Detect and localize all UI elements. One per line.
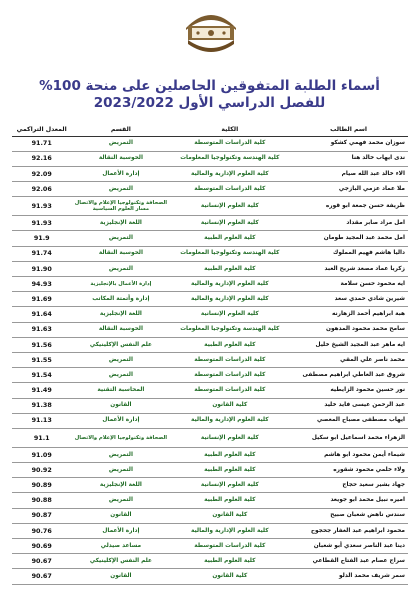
cell-name: الزهراء محمد اسماعيل ابو سكيل xyxy=(289,428,408,447)
table-row xyxy=(12,277,408,292)
table-row xyxy=(12,151,408,166)
cell-avg: 91.71 xyxy=(12,136,71,151)
table-row xyxy=(12,478,408,493)
cell-avg: 90.87 xyxy=(12,508,71,523)
cell-name: سندس ناهض شعبان صبيح xyxy=(289,508,408,523)
cell-college: كلية الهندسة وتكنولوجيا المعلومات xyxy=(170,151,289,166)
table-row xyxy=(12,166,408,181)
cell-dept: التمريض xyxy=(71,493,170,508)
cell-college: كلية الدراسات المتوسطة xyxy=(170,539,289,554)
cell-avg: 90.92 xyxy=(12,463,71,478)
cell-avg: 90.69 xyxy=(12,539,71,554)
table-row xyxy=(12,231,408,246)
cell-avg: 92.09 xyxy=(12,166,71,181)
table-row xyxy=(12,216,408,231)
cell-avg: 91.09 xyxy=(12,447,71,462)
cell-dept: إدارة الأعمال xyxy=(71,523,170,538)
cell-name: ايه ماهر عبد المجيد الشيخ خليل xyxy=(289,337,408,352)
cell-name: نور حسين محمود الزايطيه xyxy=(289,383,408,398)
cell-avg: 90.67 xyxy=(12,569,71,584)
cell-dept: القانون xyxy=(71,569,170,584)
cell-avg: 90.89 xyxy=(12,478,71,493)
university-logo-emblem xyxy=(180,4,242,62)
cell-name: ايهاب مصطفى مصباح المعصي xyxy=(289,413,408,428)
cell-avg: 90.76 xyxy=(12,523,71,538)
cell-avg: 91.54 xyxy=(12,368,71,383)
cell-avg: 90.67 xyxy=(12,554,71,569)
header-dept: القسم xyxy=(71,124,170,136)
table-row xyxy=(12,337,408,352)
cell-dept: التمريض xyxy=(71,463,170,478)
cell-college: كلية العلوم الإدارية والمالية xyxy=(170,523,289,538)
cell-dept: الصحافة وتكنولوجيا الإعلام والاتصال xyxy=(71,428,170,447)
cell-dept: اللغة الإنجليزية xyxy=(71,307,170,322)
table-row xyxy=(12,523,408,538)
table-row xyxy=(12,352,408,367)
cell-name: ولاء خلمي محمود شقوره xyxy=(289,463,408,478)
cell-name: امل محمد عبد المجيد طومان xyxy=(289,231,408,246)
cell-dept: التمريض xyxy=(71,261,170,276)
cell-avg: 94.93 xyxy=(12,277,71,292)
cell-name: محمود ابراهيم عبد الغفار جحجوح xyxy=(289,523,408,538)
table-row xyxy=(12,493,408,508)
cell-dept: الحوسبة النقالة xyxy=(71,322,170,337)
cell-college: كلية القانون xyxy=(170,569,289,584)
cell-dept: القانون xyxy=(71,508,170,523)
cell-dept: إدارة وأتمتة المكاتب xyxy=(71,292,170,307)
cell-name: عبد الرحمن عيسى فايد خليد xyxy=(289,398,408,413)
cell-name: شيرين شادي حمدي سعد xyxy=(289,292,408,307)
cell-name: الاء خالد عبد الله صيام xyxy=(289,166,408,181)
cell-dept: علم النفس الإكلينيكي xyxy=(71,554,170,569)
cell-name: ظريفة حسن جمعة ابو قوره xyxy=(289,197,408,216)
cell-college: كلية العلوم الإنسانية xyxy=(170,197,289,216)
cell-avg: 92.16 xyxy=(12,151,71,166)
cell-college: كلية العلوم الإدارية والمالية xyxy=(170,166,289,181)
cell-dept: التمريض xyxy=(71,447,170,462)
cell-college: كلية العلوم الطبية xyxy=(170,231,289,246)
table-row xyxy=(12,307,408,322)
cell-avg: 91.69 xyxy=(12,292,71,307)
cell-name: ملا عماد عزمي البازجي xyxy=(289,182,408,197)
table-header-row xyxy=(12,124,408,136)
cell-avg: 92.06 xyxy=(12,182,71,197)
table-row xyxy=(12,292,408,307)
cell-avg: 91.74 xyxy=(12,246,71,261)
cell-avg: 90.88 xyxy=(12,493,71,508)
title-line-1: أسماء الطلبة المتفوقين الحاصلين على منحة 100% xyxy=(39,78,380,94)
cell-college: كلية الدراسات المتوسطة xyxy=(170,182,289,197)
table-body xyxy=(12,136,408,584)
table-row xyxy=(12,322,408,337)
cell-college: كلية العلوم الإدارية والمالية xyxy=(170,413,289,428)
cell-dept: التمريض xyxy=(71,136,170,151)
cell-name: ندى ايهاب خالد هنا xyxy=(289,151,408,166)
table-row xyxy=(12,428,408,447)
cell-dept: إدارة الأعمال بالإنجليزية xyxy=(71,277,170,292)
cell-college: كلية العلوم الطبية xyxy=(170,261,289,276)
cell-dept: التمريض xyxy=(71,231,170,246)
table-row xyxy=(12,136,408,151)
cell-name: دينا عبد الناصر سعدي أبو شعبان xyxy=(289,539,408,554)
page-title xyxy=(20,78,399,112)
cell-name: سامح محمد محمود المدهون xyxy=(289,322,408,337)
table-row xyxy=(12,569,408,584)
cell-dept: إدارة الأعمال xyxy=(71,413,170,428)
students-table xyxy=(12,124,408,585)
table-row xyxy=(12,261,408,276)
cell-avg: 91.13 xyxy=(12,413,71,428)
cell-college: كلية العلوم الطبية xyxy=(170,554,289,569)
cell-avg: 91.64 xyxy=(12,307,71,322)
cell-college: كلية الهندسة وتكنولوجيا المعلومات xyxy=(170,246,289,261)
cell-dept: التمريض xyxy=(71,352,170,367)
cell-name: سوزان محمد فهمي كشكو xyxy=(289,136,408,151)
cell-name: امل مراد صابر مقداد xyxy=(289,216,408,231)
cell-dept: الصحافة وتكنولوجيا الإعلام والاتصال مسار العلوم السياسية xyxy=(71,197,170,216)
cell-dept: التمريض xyxy=(71,182,170,197)
cell-name: شيماء أيمن محمود ابو هاشم xyxy=(289,447,408,462)
table-row xyxy=(12,539,408,554)
cell-college: كلية الهندسة وتكنولوجيا المعلومات xyxy=(170,322,289,337)
cell-college: كلية الدراسات المتوسطة xyxy=(170,368,289,383)
cell-college: كلية الدراسات المتوسطة xyxy=(170,352,289,367)
cell-name: شروق عبد العاطي ابراهيم مصطفى xyxy=(289,368,408,383)
table-row xyxy=(12,554,408,569)
table-row xyxy=(12,197,408,216)
cell-name: سمر شريف محمد الدلو xyxy=(289,569,408,584)
cell-college: كلية العلوم الإنسانية xyxy=(170,307,289,322)
cell-college: كلية العلوم الإدارية والمالية xyxy=(170,292,289,307)
cell-college: كلية الدراسات المتوسطة xyxy=(170,383,289,398)
cell-dept: القانون xyxy=(71,398,170,413)
table-row xyxy=(12,463,408,478)
cell-avg: 91.93 xyxy=(12,216,71,231)
cell-name: محمد ناصر علي المقي xyxy=(289,352,408,367)
cell-avg: 91.90 xyxy=(12,261,71,276)
university-logo xyxy=(180,4,242,62)
header-college: الكلية xyxy=(170,124,289,136)
cell-college: كلية القانون xyxy=(170,398,289,413)
cell-dept: علم النفس الإكلينيكي xyxy=(71,337,170,352)
cell-college: كلية الدراسات المتوسطة xyxy=(170,136,289,151)
cell-name: اميره نبيل محمد ابو جويعد xyxy=(289,493,408,508)
table-row xyxy=(12,368,408,383)
cell-college: كلية العلوم الإنسانية xyxy=(170,428,289,447)
cell-avg: 91.1 xyxy=(12,428,71,447)
cell-college: كلية العلوم الإنسانية xyxy=(170,216,289,231)
students-table-container xyxy=(12,124,408,594)
cell-college: كلية العلوم الطبية xyxy=(170,447,289,462)
cell-avg: 91.38 xyxy=(12,398,71,413)
cell-name: زكريا عماد مصعد شريح العبد xyxy=(289,261,408,276)
cell-college: كلية العلوم الإنسانية xyxy=(170,478,289,493)
cell-avg: 91.9 xyxy=(12,231,71,246)
table-row xyxy=(12,383,408,398)
table-row xyxy=(12,398,408,413)
cell-dept: اللغة الإنجليزية xyxy=(71,478,170,493)
cell-avg: 91.49 xyxy=(12,383,71,398)
header-name: اسم الطالب xyxy=(289,124,408,136)
cell-college: كلية العلوم الإدارية والمالية xyxy=(170,277,289,292)
table-row xyxy=(12,413,408,428)
cell-name: ايه محمود حسن سلامة xyxy=(289,277,408,292)
cell-college: كلية العلوم الطبية xyxy=(170,463,289,478)
cell-dept: الحوسبة النقالة xyxy=(71,246,170,261)
cell-dept: اللغة الإنجليزية xyxy=(71,216,170,231)
cell-avg: 91.55 xyxy=(12,352,71,367)
cell-dept: مساعد صيدلي xyxy=(71,539,170,554)
cell-name: هبة ابراهيم أحمد الزهارنه xyxy=(289,307,408,322)
cell-college: كلية العلوم الطبية xyxy=(170,493,289,508)
cell-name: سراج عصام عبد الفتاح القطاعي xyxy=(289,554,408,569)
cell-name: جهاد بشير سعيد حجاج xyxy=(289,478,408,493)
cell-college: كلية القانون xyxy=(170,508,289,523)
table-row xyxy=(12,182,408,197)
table-row xyxy=(12,447,408,462)
cell-dept: التمريض xyxy=(71,368,170,383)
table-row xyxy=(12,246,408,261)
title-line-2: للفصل الدراسي الأول 2023/2022 xyxy=(93,95,326,111)
table-row xyxy=(12,508,408,523)
cell-avg: 91.56 xyxy=(12,337,71,352)
header-avg: المعدل التراكمي xyxy=(12,124,71,136)
cell-dept: المحاسبة التقنية xyxy=(71,383,170,398)
cell-college: كلية العلوم الطبية xyxy=(170,337,289,352)
cell-avg: 91.63 xyxy=(12,322,71,337)
cell-dept: إدارة الأعمال xyxy=(71,166,170,181)
cell-name: داليا هاشم فهيم المملوك xyxy=(289,246,408,261)
cell-dept: الحوسبة النقالة xyxy=(71,151,170,166)
cell-avg: 91.93 xyxy=(12,197,71,216)
